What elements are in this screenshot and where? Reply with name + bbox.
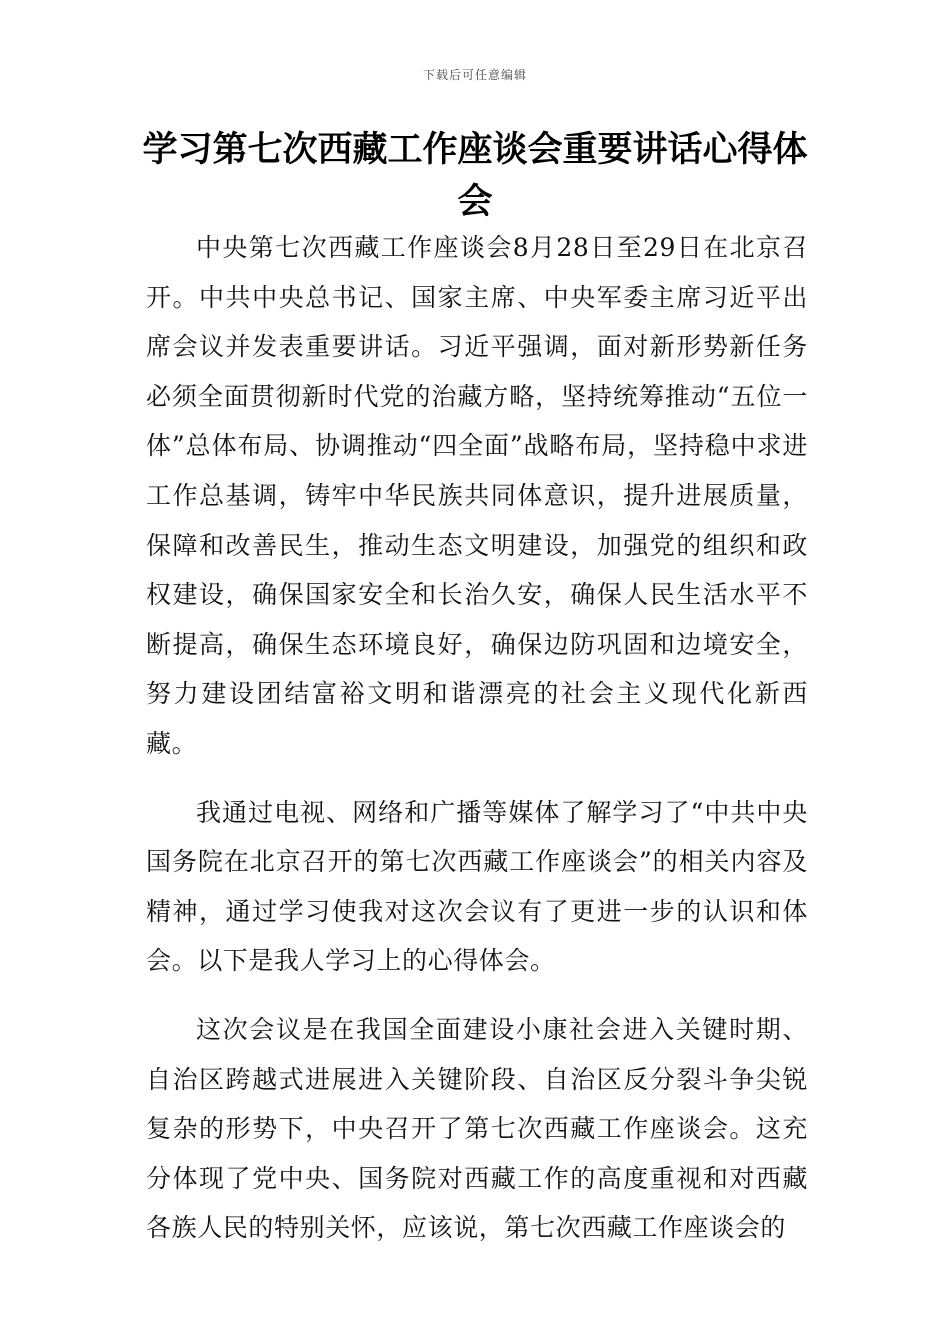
header-note: 下载后可任意编辑 <box>422 68 527 82</box>
paragraph-2: 我通过电视、网络和广播等媒体了解学习了“中共中央国务院在北京召开的第七次西藏工作座谈会”的相关内容及精神，通过学习使我对这次会议有了更进一步的认识和体会。以下是我人学习上的心得体会。 <box>146 797 808 976</box>
paragraph-1: 中央第七次西藏工作座谈会8月28日至29日在北京召开。中共中央总书记、国家主席、中央军委主席习近平出席会议并发表重要讲话。习近平强调，面对新形势新任务必须全面贯彻新时代党的治藏方略，坚持统筹推动“五位一体”总体布局、协调推动“四全面”战略布局，坚持稳中求进工作总基调，铸牢中华民族共同体意识，提升进展质量，保障和改善民生，推动生态文明建设，加强党的组织和政权建设，确保国家安全和长治久安，确保人民生活水平不断提高，确保生态环境良好，确保边防巩固和边境安全，努力建设团结富裕文明和谐漂亮的社会主义现代化新西藏。 <box>146 233 808 758</box>
paragraph-3: 这次会议是在我国全面建设小康社会进入关键时期、自治区跨越式进展进入关键阶段、自治区反分裂斗争尖锐复杂的形势下，中央召开了第七次西藏工作座谈会。这充分体现了党中央、国务院对西藏工作的高度重视和对西藏各族人民的特别关怀，应该说，第七次西藏工作座谈会的 <box>146 1014 808 1243</box>
document-title: 学习第七次西藏工作座谈会重要讲话心得体会 <box>142 130 808 222</box>
document-body <box>146 223 808 1253</box>
